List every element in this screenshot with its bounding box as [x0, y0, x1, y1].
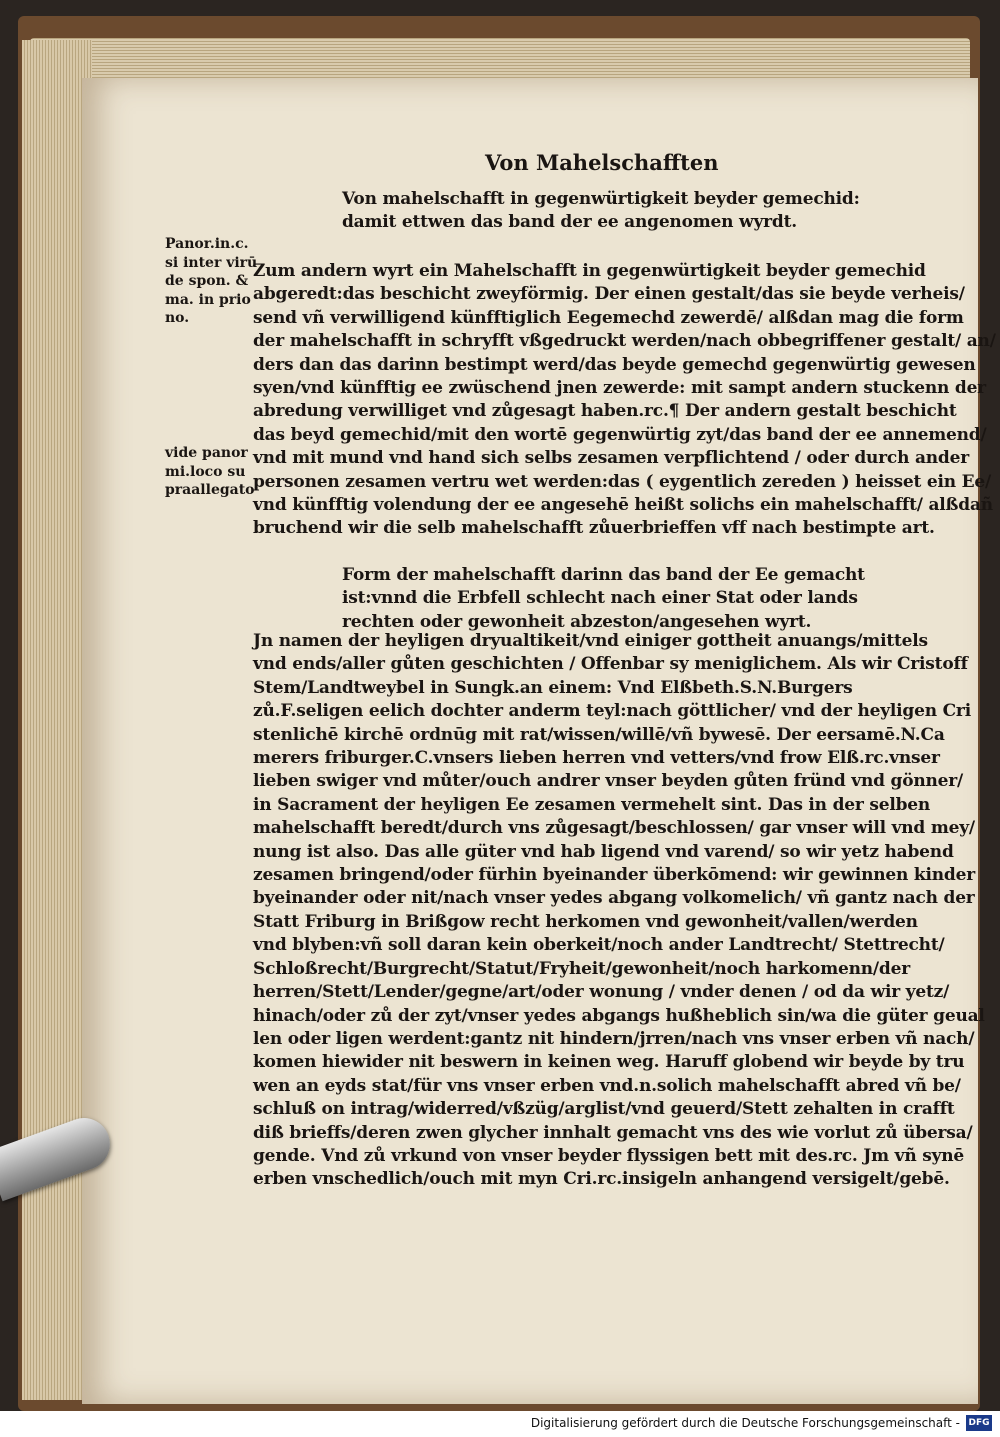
- text-line: Von mahelschafft in gegenwürtigkeit beyder gemechid:: [342, 189, 860, 209]
- text-line: erben vnschedlich/ouch mit myn Cri.rc.insigeln anhangend versigelt/gebē.: [253, 1169, 950, 1190]
- margin-line: no.: [165, 310, 190, 326]
- text-line: len oder ligen werdent:gantz nit hindern/jrren/nach vns vnser erben vñ nach/: [253, 1028, 975, 1049]
- text-line: gende. Vnd zů vrkund von vnser beyder flyssigen bett mit des.rc. Jm vñ synē: [253, 1145, 965, 1166]
- page-edges-top: [30, 38, 970, 80]
- margin-line: praallegato: [165, 482, 255, 498]
- text-line: ist:vnnd die Erbfell schlecht nach einer Stat oder lands: [342, 588, 858, 609]
- section-heading-2: [342, 564, 865, 634]
- text-line: personen zesamen vertru wet werden:das ( eygentlich zereden ) heisset ein Ee/: [253, 471, 992, 492]
- text-line: vnd blyben:vñ soll daran kein oberkeit/noch ander Landtrecht/ Stettrecht/: [253, 935, 945, 956]
- text-line: Stem/Landtweybel in Sungk.an einem: Vnd Elßbeth.S.N.Burgers: [253, 677, 853, 698]
- text-line: mahelschafft beredt/durch vns zůgesagt/beschlossen/ gar vnser will vnd mey/: [253, 818, 975, 839]
- text-line: byeinander oder nit/nach vnser yedes abgang volkomelich/ vñ gantz nach der: [253, 888, 975, 909]
- running-head: Von Mahelschafften: [485, 150, 719, 175]
- text-line: send vñ verwilligend künfftiglich Eegemechd zewerdē/ alßdan mag die form: [253, 307, 964, 328]
- text-line: Statt Friburg in Brißgow recht herkomen vnd gewonheit/vallen/werden: [253, 911, 918, 932]
- margin-line: de spon. &: [165, 273, 249, 289]
- text-line: vnd ends/aller gůten geschichten / Offenbar sy meniglichem. Als wir Cristoff: [253, 654, 968, 675]
- text-line: der mahelschafft in schryfft vßgedruckt werden/nach obbegriffener gestalt/ an/: [253, 331, 996, 352]
- text-line: abgeredt:das beschicht zweyförmig. Der einen gestalt/das sie beyde verheis/: [253, 284, 965, 305]
- footer-bar: [0, 1411, 1000, 1437]
- margin-line: ma. in prio: [165, 291, 251, 308]
- text-line: schluß on intrag/widerred/vßzüg/arglist/vnd geuerd/Stett zehalten in crafft: [253, 1099, 955, 1120]
- text-line: komen hiewider nit beswern in keinen weg. Haruff globend wir beyde by tru: [253, 1052, 965, 1073]
- text-line: bruchend wir die selb mahelschafft zůuerbrieffen vff nach bestimpte art.: [253, 518, 935, 539]
- text-line: rechten oder gewonheit abzeston/angesehen wyrt.: [342, 611, 812, 632]
- margin-note-2: [165, 444, 255, 500]
- text-line: abredung verwilliget vnd zůgesagt haben.rc.¶ Der andern gestalt beschicht: [253, 401, 957, 422]
- text-line: herren/Stett/Lender/gegne/art/oder wonung / vnder denen / od da wir yetz/: [253, 982, 950, 1003]
- margin-note-1: [165, 235, 257, 328]
- text-line: Form der mahelschafft darinn das band der Ee gemacht: [342, 565, 865, 585]
- text-line: vnd mit mund vnd hand sich selbs zesamen verpflichtend / oder durch ander: [253, 448, 969, 469]
- text-line: in Sacrament der heyligen Ee zesamen vermehelt sint. Das in der selben: [253, 794, 931, 815]
- text-line: ders dan das darinn bestimpt werd/das beyde gemechd gegenwürtig gewesen: [253, 354, 976, 375]
- text-line: Jn namen der heyligen dryualtikeit/vnd einiger gottheit anuangs/mittels: [253, 631, 928, 651]
- text-line: Zum andern wyrt ein Mahelschafft in gegenwürtigkeit beyder gemechid: [253, 261, 926, 281]
- text-line: das beyd gemechid/mit den wortē gegenwürtig zyt/das band der ee annemend/: [253, 424, 987, 445]
- margin-line: Panor.in.c.: [165, 236, 249, 252]
- text-line: syen/vnd künfftig ee zwüschend jnen zewerde: mit sampt andern stuckenn der: [253, 378, 986, 399]
- text-line: damit ettwen das band der ee angenomen wyrdt.: [342, 212, 797, 233]
- text-line: zesamen bringend/oder fürhin byeinander überkōmend: wir gewinnen kinder: [253, 865, 975, 886]
- margin-line: si inter virū: [165, 254, 258, 271]
- funding-notice: Digitalisierung gefördert durch die Deutsche Forschungsgemeinschaft -: [530, 1416, 960, 1430]
- text-line: nung ist also. Das alle güter vnd hab ligend vnd varend/ so wir yetz habend: [253, 841, 954, 862]
- text-line: hinach/oder zů der zyt/vnser yedes abgangs hußheblich sin/wa die güter geual: [253, 1005, 985, 1026]
- dfg-logo[interactable]: DFG: [966, 1415, 992, 1431]
- text-line: vnd künfftig volendung der ee angesehē heißt solichs ein mahelschafft/ alßdañ: [253, 495, 993, 516]
- paragraph-1: [253, 260, 996, 541]
- section-heading-1: [342, 188, 860, 235]
- margin-line: mi.loco su: [165, 463, 246, 480]
- text-line: Schloßrecht/Burgrecht/Statut/Fryheit/gewonheit/noch harkomenn/der: [253, 958, 910, 979]
- text-line: wen an eyds stat/für vns vnser erben vnd.n.solich mahelschafft abred vñ be/: [253, 1075, 961, 1096]
- text-line: stenlichē kirchē ordnūg mit rat/wissen/willē/vñ bywesē. Der eersamē.N.Ca: [253, 724, 945, 745]
- text-line: diß brieffs/deren zwen glycher innhalt gemacht vns des wie vorlut zů übersa/: [253, 1122, 973, 1143]
- text-line: merers friburger.C.vnsers lieben herren vnd vetters/vnd frow Elß.rc.vnser: [253, 748, 940, 769]
- text-line: lieben swiger vnd můter/ouch andrer vnser beyden gůten fründ vnd gönner/: [253, 771, 964, 792]
- paragraph-2: [253, 630, 985, 1192]
- text-line: zů.F.seligen eelich dochter anderm teyl:nach göttlicher/ vnd der heyligen Cri: [253, 701, 971, 722]
- margin-line: vide panor: [165, 445, 248, 461]
